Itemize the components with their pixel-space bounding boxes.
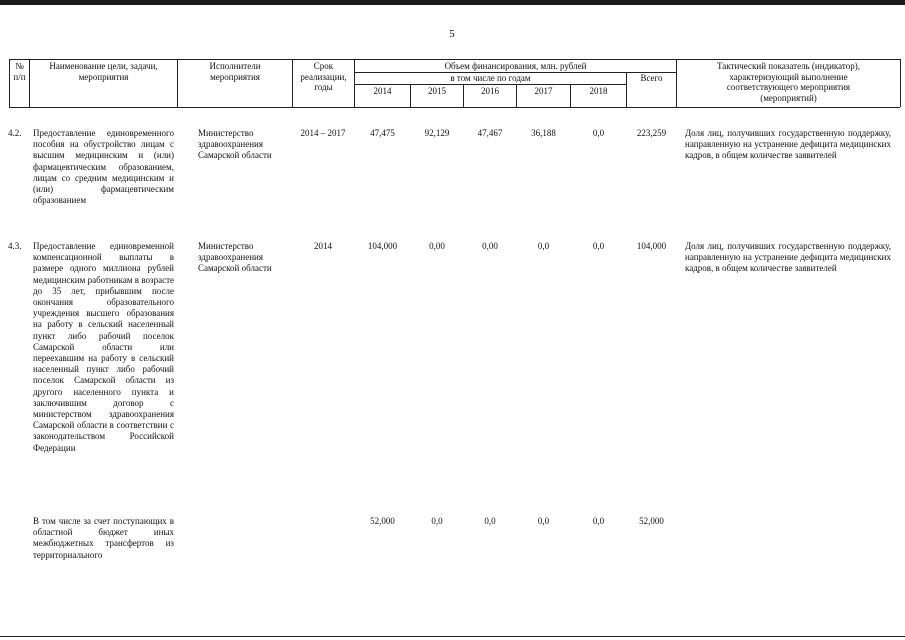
row-including-2015: 0,0 xyxy=(431,516,443,526)
row-4-2-num: 4.2. xyxy=(8,128,22,138)
row-4-2-2016: 47,467 xyxy=(477,128,503,138)
row-4-2-2014: 47,475 xyxy=(370,128,395,138)
row-4-3-total: 104,000 xyxy=(636,241,667,251)
row-4-2-2017: 36,188 xyxy=(531,128,556,138)
row-4-3-term: 2014 xyxy=(314,241,332,251)
row-4-2-name: Предоставление единовременного пособия на обустройство лицам с высшим медицинским и (или) фармацевтическим образованием, лицам со средним медицинским и (или) фармацевтическим образованием xyxy=(33,128,174,206)
header-year-2018: 2018 xyxy=(589,86,608,96)
header-bottom-border xyxy=(9,107,900,108)
header-year-2017: 2017 xyxy=(534,86,553,96)
header-total: Всего xyxy=(640,73,663,83)
row-4-2-2015: 92,129 xyxy=(424,128,450,138)
row-4-3-name: Предоставление единовременной компенсационной выплаты в размере одного миллиона рублей медицинским работникам в возрасте до 35 лет, прибывшим после окончания образовательного учреждения высшего образования на работу в сельский населенный пункт либо рабочий поселок Самарской области или переехавшим на работу в сельский населенный пункт либо рабочий поселок Самарской области из другого населенного пункта и заключившим договор с министерством здравоохранения Самарской области в соответствии с законодательством Российской Федерации xyxy=(33,241,174,453)
row-including-2014: 52,000 xyxy=(370,516,395,526)
row-4-3-indicator: Доля лиц, получивших государственную поддержку, направленную на устранение дефицита медицинских кадров, в общем количестве заявителей xyxy=(685,241,891,274)
header-including: в том числе по годам xyxy=(450,73,531,83)
col-border-right xyxy=(900,59,901,107)
header-year-2015: 2015 xyxy=(428,86,446,96)
row-including-2016: 0,0 xyxy=(484,516,496,526)
row-4-3-num: 4.3. xyxy=(8,241,22,251)
row-4-2-term: 2014 – 2017 xyxy=(300,128,346,138)
bottom-border-line xyxy=(0,636,905,637)
row-4-2-2018: 0,0 xyxy=(592,128,605,138)
header-indicator: Тактический показатель (индикатор), характеризующий выполнение соответствующего мероприятия (мероприятий) xyxy=(717,61,860,103)
page-number: 5 xyxy=(449,28,455,40)
row-including-total: 52,000 xyxy=(639,516,664,526)
row-4-3-2014: 104,000 xyxy=(367,241,398,251)
header-year-2014: 2014 xyxy=(373,86,392,96)
row-4-2-indicator: Доля лиц, получивших государственную поддержку, направленную на устранение дефицита медицинских кадров, в общем количестве заявителей xyxy=(685,128,891,161)
row-including-2017: 0,0 xyxy=(537,516,550,526)
row-4-3-2015: 0,00 xyxy=(429,241,445,251)
row-including-name: В том числе за счет поступающих в областной бюджет иных межбюджетных трансфертов из территориального xyxy=(33,516,174,560)
table-top-border xyxy=(9,59,900,60)
row-4-2-total: 223,259 xyxy=(636,128,667,138)
row-4-3-2017: 0,0 xyxy=(537,241,550,251)
header-num: № п/п xyxy=(13,61,26,82)
header-executor: Исполнители мероприятия xyxy=(209,61,261,82)
header-name: Наименование цели, задачи, мероприятия xyxy=(49,61,158,82)
row-4-3-2018: 0,0 xyxy=(592,241,605,251)
header-year-2016: 2016 xyxy=(481,86,499,96)
top-border-bar xyxy=(0,0,905,5)
row-including-2018: 0,0 xyxy=(592,516,605,526)
row-4-3-2016: 0,00 xyxy=(482,241,498,251)
header-term: Срок реализации, годы xyxy=(300,61,347,92)
row-4-2-executor: Министерство здравоохранения Самарской области xyxy=(198,128,272,161)
row-4-3-executor: Министерство здравоохранения Самарской области xyxy=(198,241,272,274)
header-volume: Объем финансирования, млн. рублей xyxy=(444,61,587,71)
years-subheader-line xyxy=(354,84,626,85)
